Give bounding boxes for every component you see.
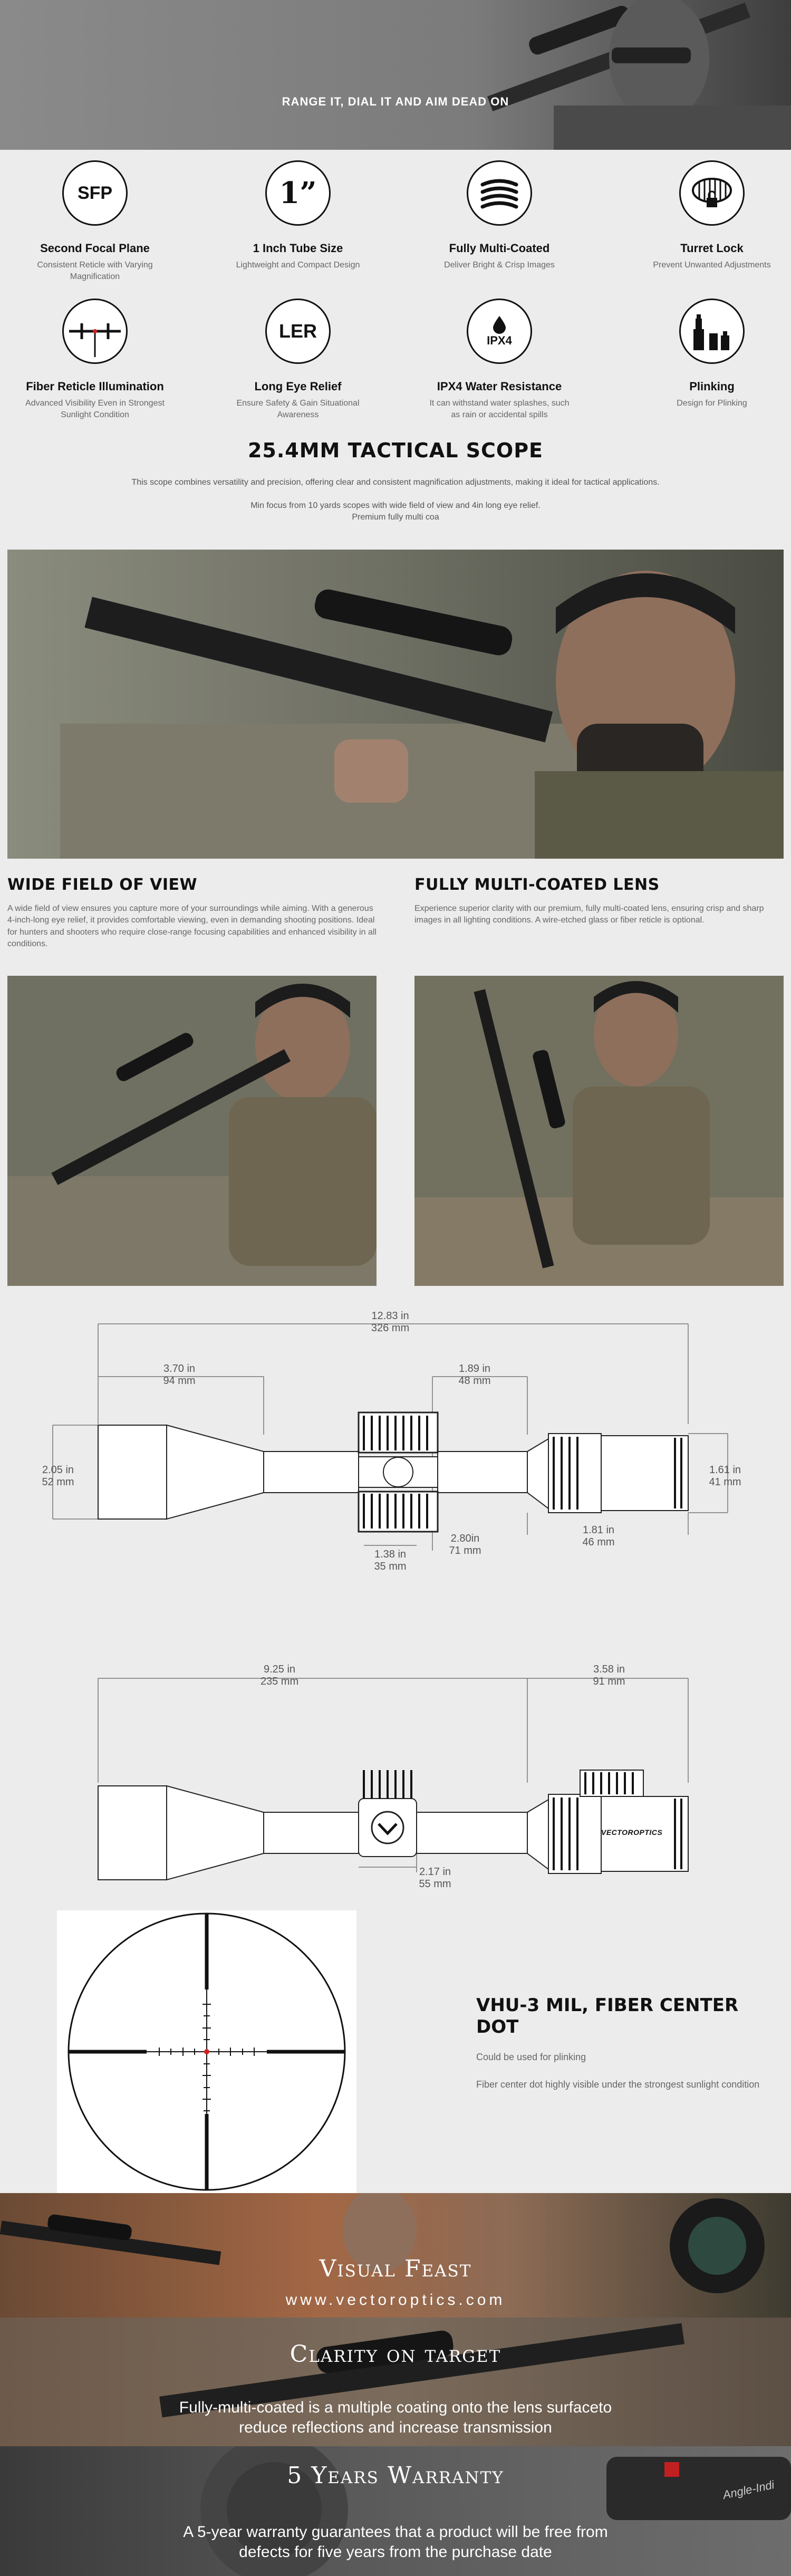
tactical-coating-text: Premium fully multi coa (352, 513, 439, 522)
warranty-text: A 5-year warranty guarantees that a product will be free from defects for five years from the purchase date (183, 2523, 608, 2561)
feature-name: IPX4 Water Resistance (437, 380, 562, 393)
feature-turret-lock (633, 160, 791, 271)
tactical-focus-text: Min focus from 10 yards scopes with wide field of view and 4in long eye relief. (250, 501, 541, 510)
fiber-reticle-icon (62, 299, 128, 364)
hero-photo (0, 0, 791, 150)
warranty-band (0, 2446, 791, 2576)
dimension-diagram-top (0, 1303, 791, 1588)
tube-size-icon: 1” (265, 160, 331, 226)
feature-desc: Design for Plinking (677, 399, 747, 408)
main-product-photo (7, 550, 784, 859)
photo-kneeling-shooter (7, 976, 377, 1286)
fiber-center-dot (204, 2049, 209, 2054)
tactical-intro: This scope combines versatility and precision, offering clear and consistent magnification adjustments, making it ideal for tactical applications. (131, 478, 660, 487)
feature-name: Long Eye Relief (254, 380, 342, 393)
dim-front-length: 9.25 in 235 mm (260, 1664, 299, 1687)
feature-desc: Advanced Visibility Even in Strongest Sunlight Condition (25, 399, 165, 419)
dim-objective-diameter: 2.05 in 52 mm (42, 1464, 74, 1488)
sfp-icon: SFP (62, 160, 128, 226)
clarity-title: Clarity on target (290, 2341, 501, 2368)
dim-objective-length: 3.70 in 94 mm (163, 1363, 196, 1387)
lens-title: FULLY MULTI-COATED LENS (414, 876, 660, 894)
wide-fov-text: A wide field of view ensures you capture more of your surroundings while aiming. With a generous 4-inch-long eye relief, it provides comfortable viewing, even in demanding shooting positions. Ideal for hunters and shooters who require close-range focusing capabilities and enhanced visibility in all conditions. (7, 904, 377, 949)
dim-turret: 1.38 in 35 mm (374, 1549, 407, 1572)
feature-name: Turret Lock (680, 242, 744, 255)
dim-rear-length: 3.58 in 91 mm (593, 1664, 625, 1687)
scope-top-view (0, 1303, 791, 1588)
scope-side-view (0, 1651, 791, 1904)
tactical-title: 25.4MM TACTICAL SCOPE (247, 439, 544, 462)
photo-crouching-shooter (414, 976, 784, 1286)
feature-name: Plinking (689, 380, 735, 393)
angle-indicator-watermark: Angle-Indi (721, 2477, 776, 2502)
warranty-title: 5 Years Warranty (287, 2462, 504, 2489)
feature-sfp (16, 160, 174, 282)
reticle-plinking-text: Could be used for plinking (476, 2052, 586, 2062)
feature-multi-coated (420, 160, 578, 271)
feature-grid (0, 156, 791, 441)
lens-text: Experience superior clarity with our premium, fully multi-coated lens, ensuring crisp and sharp images in all lighting conditions. A wire-etched glass or fiber reticle is optional. (414, 904, 764, 925)
dim-ocular-gap: 1.89 in 48 mm (458, 1363, 491, 1387)
feature-name: 1 Inch Tube Size (253, 242, 343, 255)
ler-icon: LER (265, 299, 331, 364)
reticle-dot-text: Fiber center dot highly visible under the strongest sunlight condition (476, 2079, 760, 2090)
reticle-title: VHU-3 MIL, FIBER CENTER DOT (476, 1995, 739, 2037)
dim-ocular-diameter: 1.61 in 41 mm (709, 1464, 741, 1488)
feature-name: Fiber Reticle Illumination (26, 380, 164, 393)
feature-tube-size (219, 160, 377, 271)
plinking-icon (679, 299, 745, 364)
feature-plinking (633, 299, 791, 409)
reticle-image (57, 1910, 356, 2193)
feature-name: Second Focal Plane (40, 242, 150, 255)
feature-desc: Consistent Reticle with Varying Magnification (37, 261, 153, 281)
feature-desc: Ensure Safety & Gain Situational Awareness (236, 399, 360, 419)
dim-eyepiece: 1.81 in 46 mm (582, 1524, 615, 1548)
dimension-diagram-side (0, 1651, 791, 1904)
hero-banner (0, 0, 791, 150)
feature-desc: Prevent Unwanted Adjustments (653, 261, 771, 270)
clarity-text: Fully-multi-coated is a multiple coating onto the lens surfaceto reduce reflections and increase transmission (179, 2399, 612, 2436)
turret-lock-icon (679, 160, 745, 226)
feature-ipx4 (420, 299, 578, 420)
ipx4-icon: IPX4 (467, 299, 532, 364)
wide-fov-title: WIDE FIELD OF VIEW (7, 876, 198, 894)
feature-desc: Lightweight and Compact Design (236, 261, 360, 270)
visual-feast-band (0, 2193, 791, 2318)
feature-long-eye-relief (219, 299, 377, 420)
website-url[interactable]: www.vectoroptics.com (285, 2291, 506, 2309)
feature-desc: It can withstand water splashes, such as rain or accidental spills (429, 399, 570, 419)
feature-fiber-reticle (16, 299, 174, 420)
hero-title: RANGE IT, DIAL IT AND AIM DEAD ON (282, 95, 509, 108)
visual-feast-title: Visual Feast (319, 2255, 472, 2282)
dim-saddle: 2.80in 71 mm (449, 1533, 481, 1556)
brand-logo: VECTOROPTICS (601, 1828, 663, 1837)
clarity-band (0, 2318, 791, 2446)
feature-desc: Deliver Bright & Crisp Images (444, 261, 555, 270)
multi-coated-icon (467, 160, 532, 226)
dim-total-length: 12.83 in 326 mm (371, 1310, 410, 1334)
dim-height: 2.17 in 55 mm (419, 1866, 451, 1890)
feature-name: Fully Multi-Coated (449, 242, 550, 255)
